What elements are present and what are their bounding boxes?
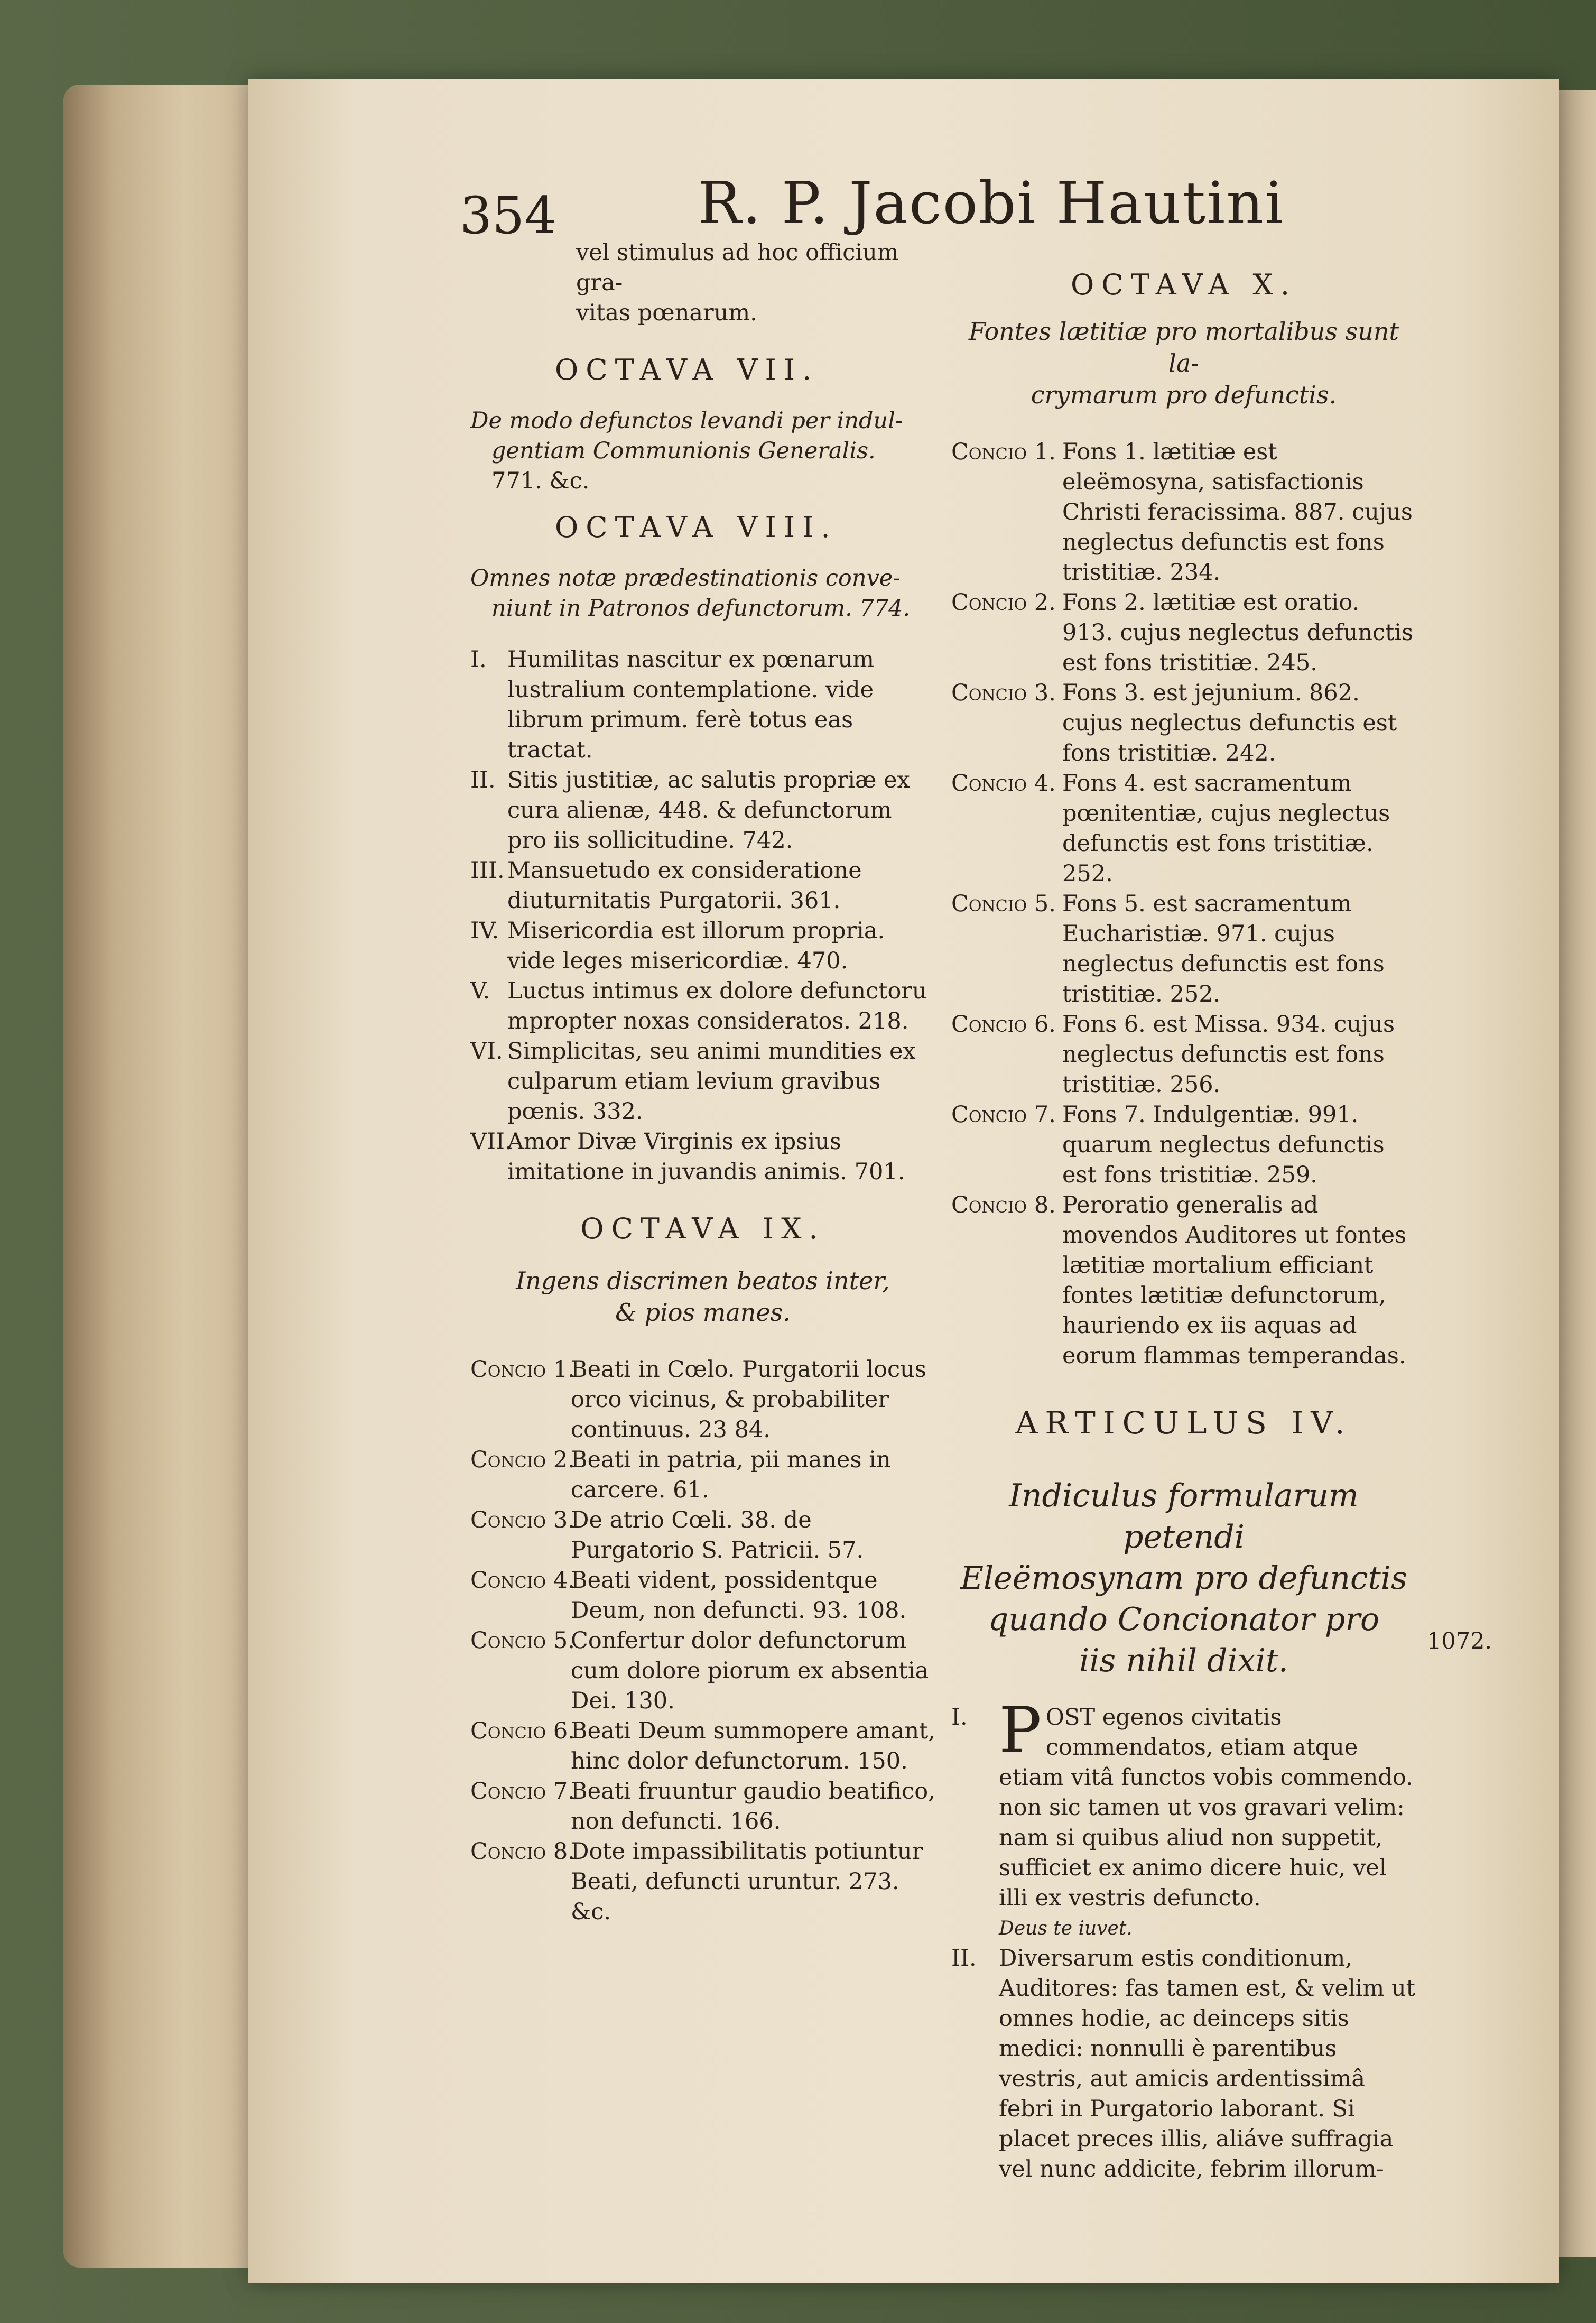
list-item [470, 765, 935, 856]
list-item [951, 1010, 1416, 1100]
list-item [470, 1445, 935, 1505]
article-title: Indiculus formularum petendi [1009, 1477, 1359, 1556]
item-number: Concio 8. [470, 1838, 575, 1865]
item-text: Fons 1. lætitiæ est eleëmosyna, satisfactionis Christi feracissima. 887. cujus neglectus defunctis est fons tristitiæ. 234. [1062, 439, 1413, 586]
item-text: Beati in Cœlo. Purgatorii locus orco vicinus, & probabiliter continuus. 23 84. [571, 1356, 926, 1443]
item-number: Concio 4. [470, 1567, 575, 1594]
item-text: Confertur dolor defunctorum cum dolore piorum ex absentia Dei. 130. [571, 1627, 929, 1714]
item-text: Beati vident, possidentque Deum, non defuncti. 93. 108. [571, 1567, 907, 1624]
article-title: quando Concionator pro [988, 1601, 1380, 1638]
paragraph-number: I. [951, 1704, 968, 1730]
facing-page-edge [1559, 90, 1596, 2257]
item-text: Beati in patria, pii manes in carcere. 61. [571, 1447, 891, 1503]
item-text: Dote impassibilitatis potiuntur Beati, defuncti uruntur. 273. &c. [571, 1838, 923, 1925]
section-heading: OCTAVA X. [1070, 268, 1297, 301]
list-item [951, 769, 1416, 889]
item-number: Concio 2. [951, 589, 1056, 616]
item-text: Humilitas nascitur ex pœnarum lustralium contemplatione. vide librum primum. ferè totus eas tractat. [507, 646, 875, 763]
list-item [470, 1837, 935, 1927]
list-item [951, 588, 1416, 678]
item-number: Concio 1. [470, 1356, 575, 1383]
section-title: De modo defunctos levandi per indul- [470, 408, 903, 434]
item-text: Fons 4. est sacramentum pœnitentiæ, cujus neglectus defunctis est fons tristitiæ. 252. [1062, 770, 1390, 887]
intro-line: vel stimulus ad hoc officium gra- [576, 239, 899, 296]
item-number: IV. [470, 918, 499, 944]
item-text: Amor Divæ Virginis ex ipsius imitatione in juvandis animis. 701. [507, 1128, 905, 1185]
item-text: Fons 5. est sacramentum Eucharistiæ. 971. cujus neglectus defunctis est fons tristitiæ. 252. [1062, 891, 1385, 1007]
item-text: Luctus intimus ex dolore defunctoru mpropter noxas consideratos. 218. [507, 978, 927, 1034]
paragraph-text: Diversarum estis conditionum, Auditores: fas tamen est, & velim ut omnes hodie, ac deinceps sitis medici: nonnulli è parentibus vestris, aut amicis ardentissimâ febri in Purgatorio laborant. Si placet preces illis, aliáve suffragia vel nunc addicite, febrim illorum- [999, 1945, 1415, 2182]
item-number: Concio 5. [951, 891, 1056, 917]
left-column [470, 238, 935, 1927]
octava-viii-list [470, 645, 935, 1187]
list-item [951, 1190, 1416, 1371]
list-item [470, 856, 935, 916]
octava-ix-list [470, 1355, 935, 1927]
item-text: Sitis justitiæ, ac salutis propriæ ex cura alienæ, 448. & defunctorum pro iis sollicitudine. 742. [507, 767, 910, 854]
section-heading: OCTAVA VIII. [555, 511, 838, 544]
list-item [470, 1566, 935, 1626]
item-number: VII. [470, 1128, 512, 1155]
item-text: Fons 3. est jejunium. 862. cujus neglectus defunctis est fons tristitiæ. 242. [1062, 680, 1397, 766]
right-column [951, 270, 1416, 2185]
item-number: II. [470, 767, 496, 793]
article-heading: ARTICULUS IV. [1015, 1405, 1352, 1441]
list-item [470, 1626, 935, 1716]
paragraph [951, 1694, 1416, 1943]
item-number: I. [470, 646, 487, 673]
list-item [470, 1716, 935, 1776]
drop-cap: P [999, 1694, 1042, 1767]
item-number: Concio 1. [951, 439, 1056, 465]
book-page-edges [63, 85, 264, 2268]
item-number: Concio 5. [470, 1627, 575, 1654]
paragraph-body [999, 1694, 1416, 1943]
section-title: & pios manes. [615, 1298, 791, 1327]
section-title: gentiam Communionis Generalis. [491, 438, 876, 464]
paragraph-signoff: Deus te iuvet. [999, 1918, 1133, 1939]
item-number: VI. [470, 1038, 503, 1065]
item-number: Concio 3. [951, 680, 1056, 706]
item-text: Peroratio generalis ad movendos Auditores ut fontes lætitiæ mortalium efficiant fontes lætitiæ defunctorum, hauriendo ex iis aquas ad eorum flammas temperandas. [1062, 1192, 1407, 1369]
article-title: iis nihil dixit. [1079, 1642, 1288, 1679]
section-ref: 771. &c. [491, 468, 590, 494]
item-number: III. [470, 857, 505, 884]
octava-x-list [951, 437, 1416, 1371]
list-item [470, 1036, 935, 1127]
item-text: Fons 7. Indulgentiæ. 991. quarum neglectus defunctis est fons tristitiæ. 259. [1062, 1102, 1385, 1188]
item-number: Concio 6. [470, 1718, 575, 1744]
item-text: Misericordia est illorum propria. vide leges misericordiæ. 470. [507, 918, 885, 974]
item-number: Concio 8. [951, 1192, 1056, 1218]
item-number: Concio 7. [951, 1102, 1056, 1128]
item-text: Beati Deum summopere amant, hinc dolor defunctorum. 150. [571, 1718, 935, 1774]
section-title: Omnes notæ prædestinationis conve- [470, 565, 901, 591]
item-text: Simplicitas, seu animi mundities ex culparum etiam levium gravibus pœnis. 332. [507, 1038, 916, 1125]
item-number: V. [470, 978, 490, 1004]
list-item [470, 916, 935, 976]
item-number: Concio 7. [470, 1778, 575, 1804]
section-heading: OCTAVA VII. [555, 353, 819, 386]
page-number: 354 [460, 186, 557, 245]
list-item [470, 1355, 935, 1445]
item-number: Concio 6. [951, 1011, 1056, 1038]
section-title: niunt in Patronos defunctorum. 774. [491, 595, 911, 622]
article-title: Eleëmosynam pro defunctis [960, 1560, 1407, 1597]
list-item [951, 1100, 1416, 1190]
list-item [470, 1505, 935, 1566]
intro-line: vitas pœnarum. [576, 300, 757, 326]
item-number: Concio 4. [951, 770, 1056, 797]
paragraph-text: OST egenos civitatis commendatos, etiam atque etiam vitâ functos vobis commendo. non sic tamen ut vos gravari velim: nam si quibus aliud non suppetit, sufficiet ex animo dicere huic, vel illi ex vestris defuncto. [999, 1704, 1413, 1911]
list-item [470, 1127, 935, 1187]
section-title: Ingens discrimen beatos inter, [516, 1266, 890, 1295]
item-number: Concio 3. [470, 1507, 575, 1533]
section-title: Fontes lætitiæ pro mortalibus sunt la- [969, 317, 1399, 377]
list-item [951, 889, 1416, 1010]
list-item [951, 437, 1416, 588]
list-item [951, 678, 1416, 769]
paragraph [951, 1943, 1416, 2185]
running-title: R. P. Jacobi Hautini [698, 169, 1285, 237]
section-heading: OCTAVA IX. [580, 1212, 825, 1245]
item-text: Fons 6. est Missa. 934. cujus neglectus defunctis est fons tristitiæ. 256. [1062, 1011, 1395, 1098]
list-item [470, 976, 935, 1036]
paragraph-number: II. [951, 1945, 977, 1972]
item-text: De atrio Cœli. 38. de Purgatorio S. Patricii. 57. [571, 1507, 864, 1563]
item-text: Beati fruuntur gaudio beatifico, non defuncti. 166. [571, 1778, 935, 1835]
item-text: Fons 2. lætitiæ est oratio. 913. cujus neglectus defunctis est fons tristitiæ. 245. [1062, 589, 1414, 676]
item-number: Concio 2. [470, 1447, 575, 1473]
item-text: Mansuetudo ex consideratione diuturnitatis Purgatorii. 361. [507, 857, 862, 914]
list-item [470, 1776, 935, 1837]
margin-number: 1072. [1427, 1628, 1492, 1654]
list-item [470, 645, 935, 765]
section-title: crymarum pro defunctis. [1031, 381, 1337, 409]
